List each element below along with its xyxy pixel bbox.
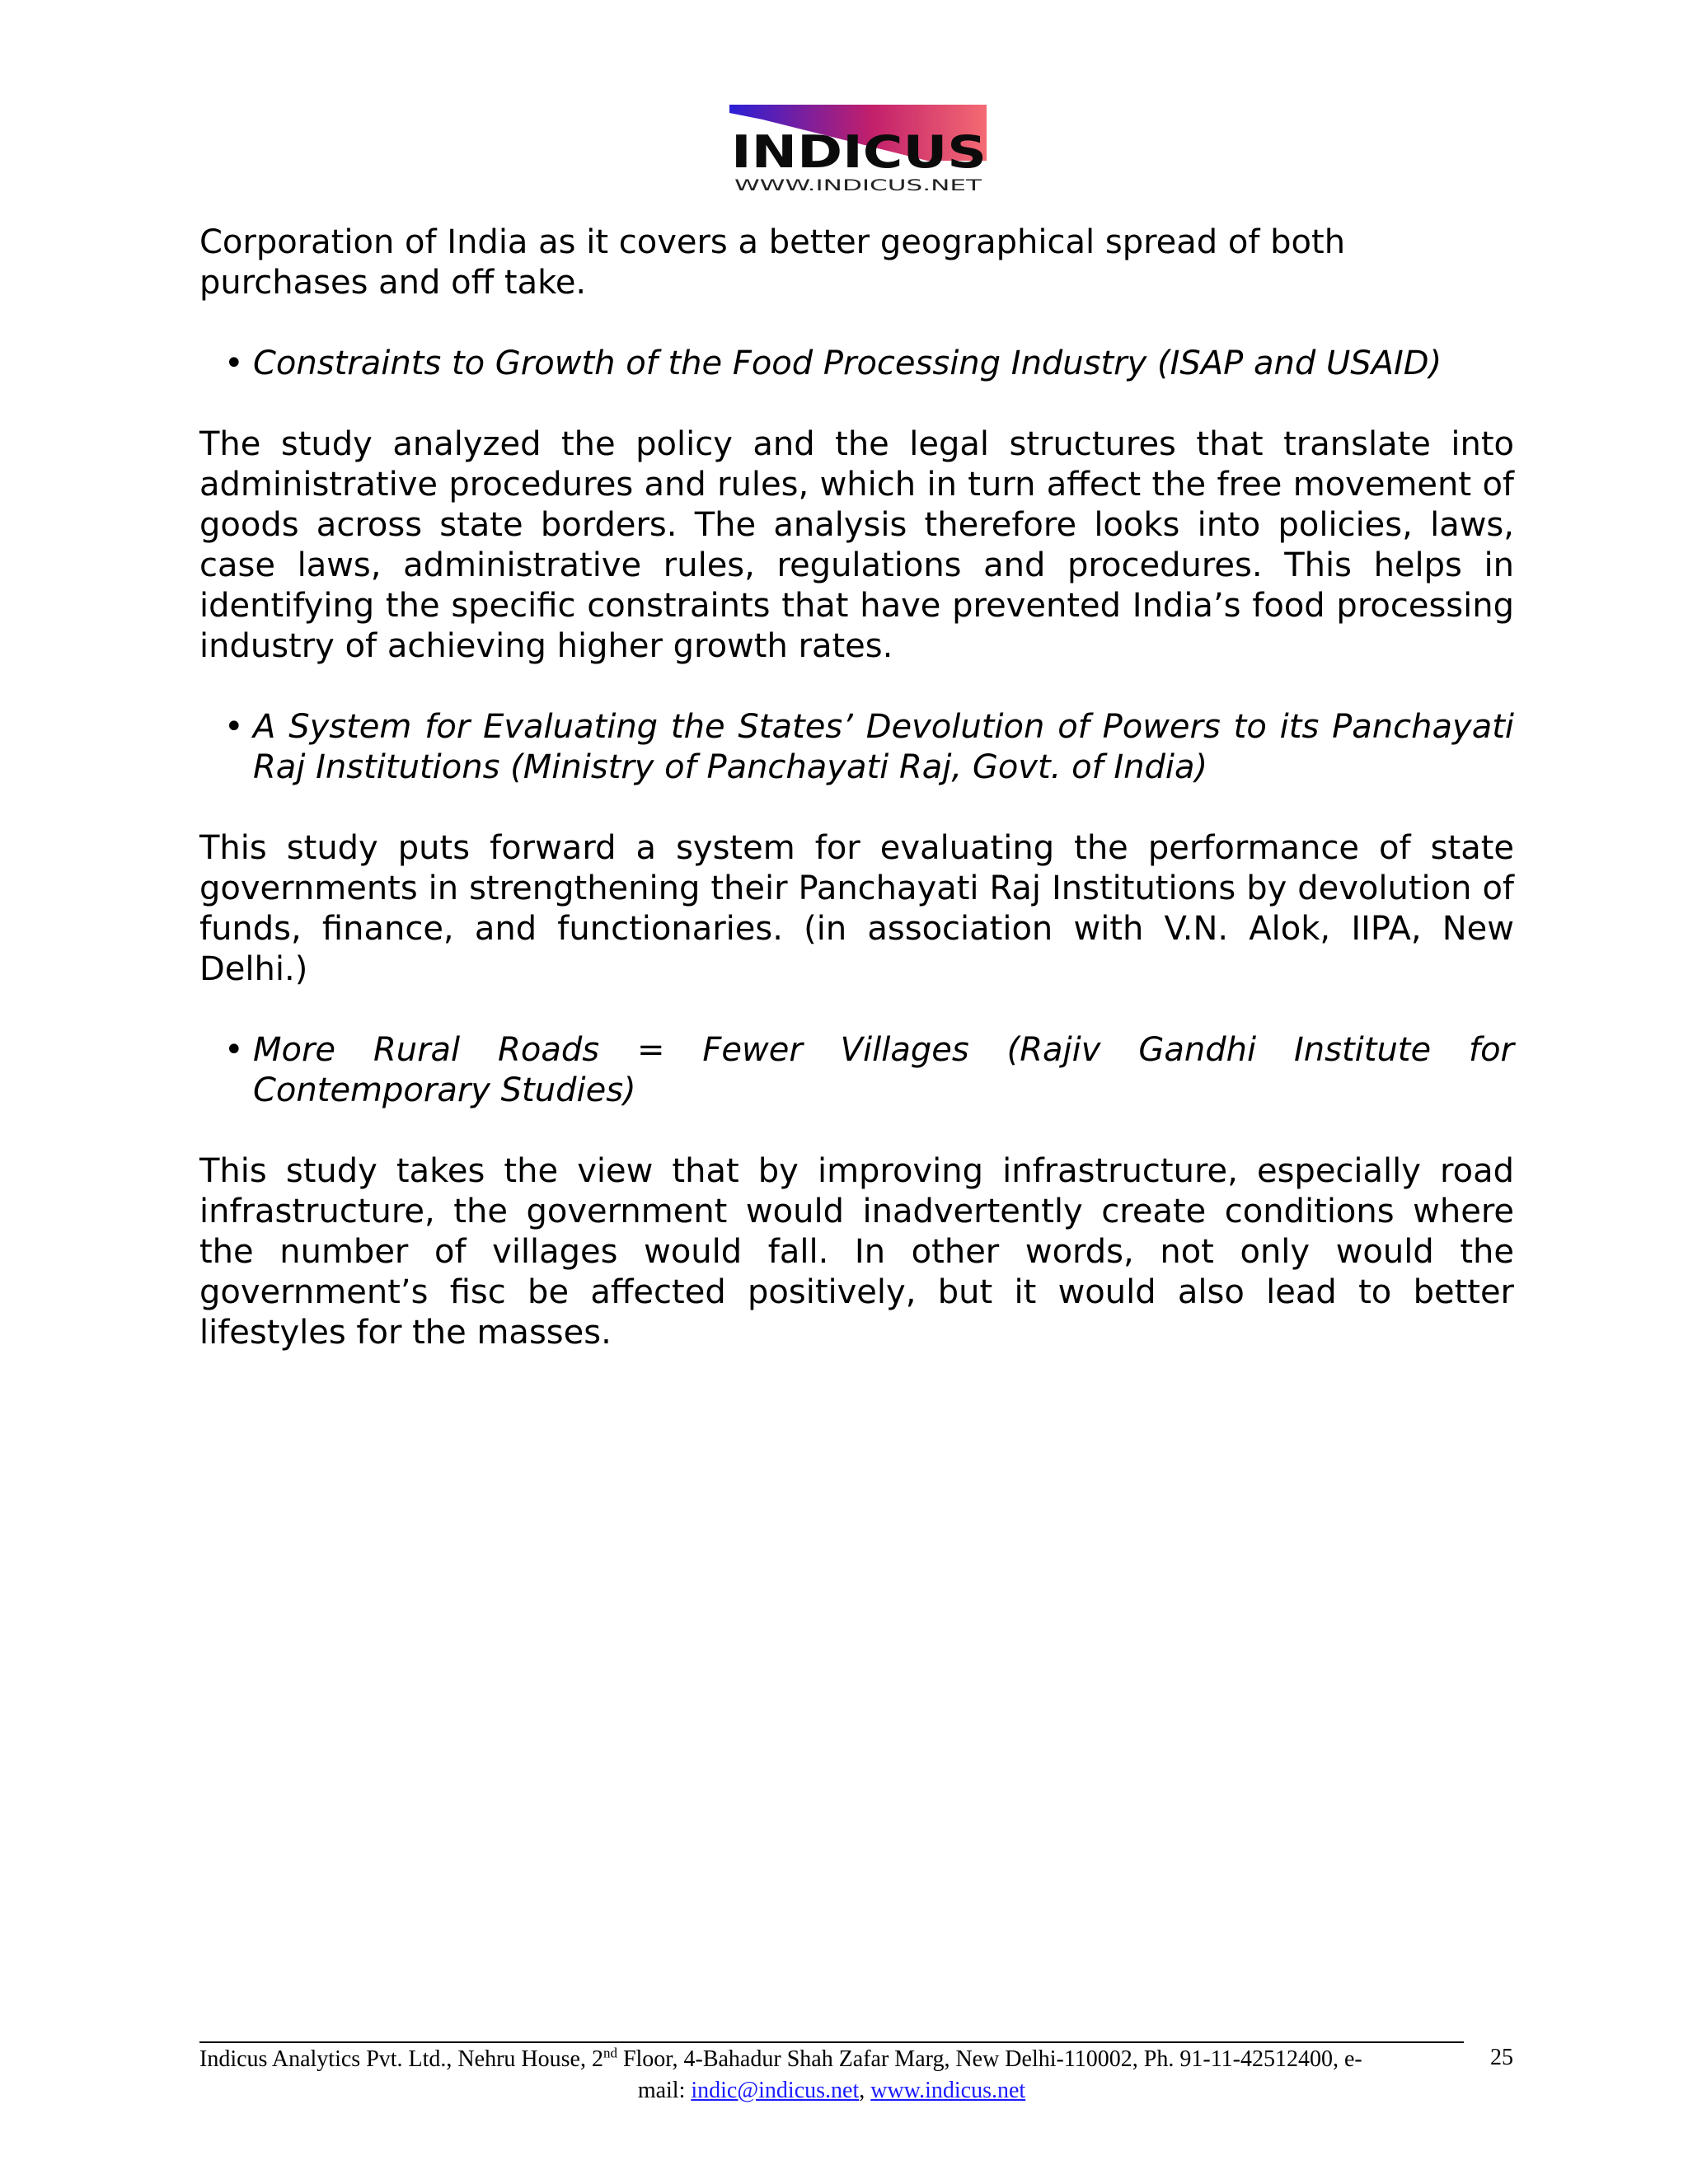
footer-website-link[interactable]: www.indicus.net bbox=[870, 2078, 1026, 2103]
footer-address: Indicus Analytics Pvt. Ltd., Nehru House, 2nd Floor, 4-Bahadur Shah Zafar Marg, New Delhi-110002, Ph. 91-11-42512400, e- bbox=[199, 2045, 1362, 2072]
footer-contact: mail: indic@indicus.net, www.indicus.net bbox=[637, 2078, 1026, 2103]
bullet-dot-icon: • bbox=[224, 708, 244, 746]
footer-divider bbox=[199, 2041, 1464, 2043]
logo-url: WWW.INDICUS.NET bbox=[734, 176, 982, 194]
indicus-logo bbox=[729, 105, 987, 195]
footer-email-link[interactable]: indic@indicus.net bbox=[691, 2078, 860, 2103]
bullet-item-rural-roads bbox=[199, 1030, 1514, 1111]
bullet-item-food-processing bbox=[199, 344, 1514, 384]
logo-wordmark: INDICUS bbox=[731, 126, 987, 178]
footer bbox=[199, 2044, 1464, 2107]
paragraph-panchayati-raj: This study puts forward a system for evaluating the performance of state governments in strengthening their Panchayati Raj Institutions by devolution of funds, finance, and functionaries. (in association with V.N. Alok, IIPA, New Delhi.) bbox=[199, 829, 1514, 988]
bullet-title: Constraints to Growth of the Food Processing Industry (ISAP and USAID) bbox=[253, 344, 1442, 382]
bullet-title: A System for Evaluating the States’ Devolution of Powers to its Panchayati Raj Institutions (Ministry of Panchayati Raj, Govt. of India) bbox=[253, 708, 1514, 786]
page-number: 25 bbox=[1490, 2045, 1513, 2070]
main-content bbox=[199, 223, 1514, 1394]
paragraph-food-processing: The study analyzed the policy and the legal structures that translate into administrative procedures and rules, which in turn affect the free movement of goods across state borders. The analysis therefore looks into policies, laws, case laws, administrative rules, regulations and procedures. This helps in identifying the specific constraints that have prevented India’s food processing industry of achieving higher growth rates. bbox=[199, 425, 1514, 665]
paragraph-rural-roads: This study takes the view that by improving infrastructure, especially road infrastructure, the government would inadvertently create conditions where the number of villages would fall. In other words, not only would the government’s fisc be affected positively, but it would also lead to better lifestyles for the masses. bbox=[199, 1152, 1514, 1352]
bullet-title: More Rural Roads = Fewer Villages (Rajiv Gandhi Institute for Contemporary Studies) bbox=[253, 1031, 1514, 1109]
intro-paragraph: Corporation of India as it covers a better geographical spread of both purchases and off take. bbox=[199, 223, 1346, 302]
bullet-dot-icon: • bbox=[224, 1031, 244, 1069]
bullet-item-panchayati-raj bbox=[199, 707, 1514, 788]
bullet-dot-icon: • bbox=[224, 344, 244, 382]
